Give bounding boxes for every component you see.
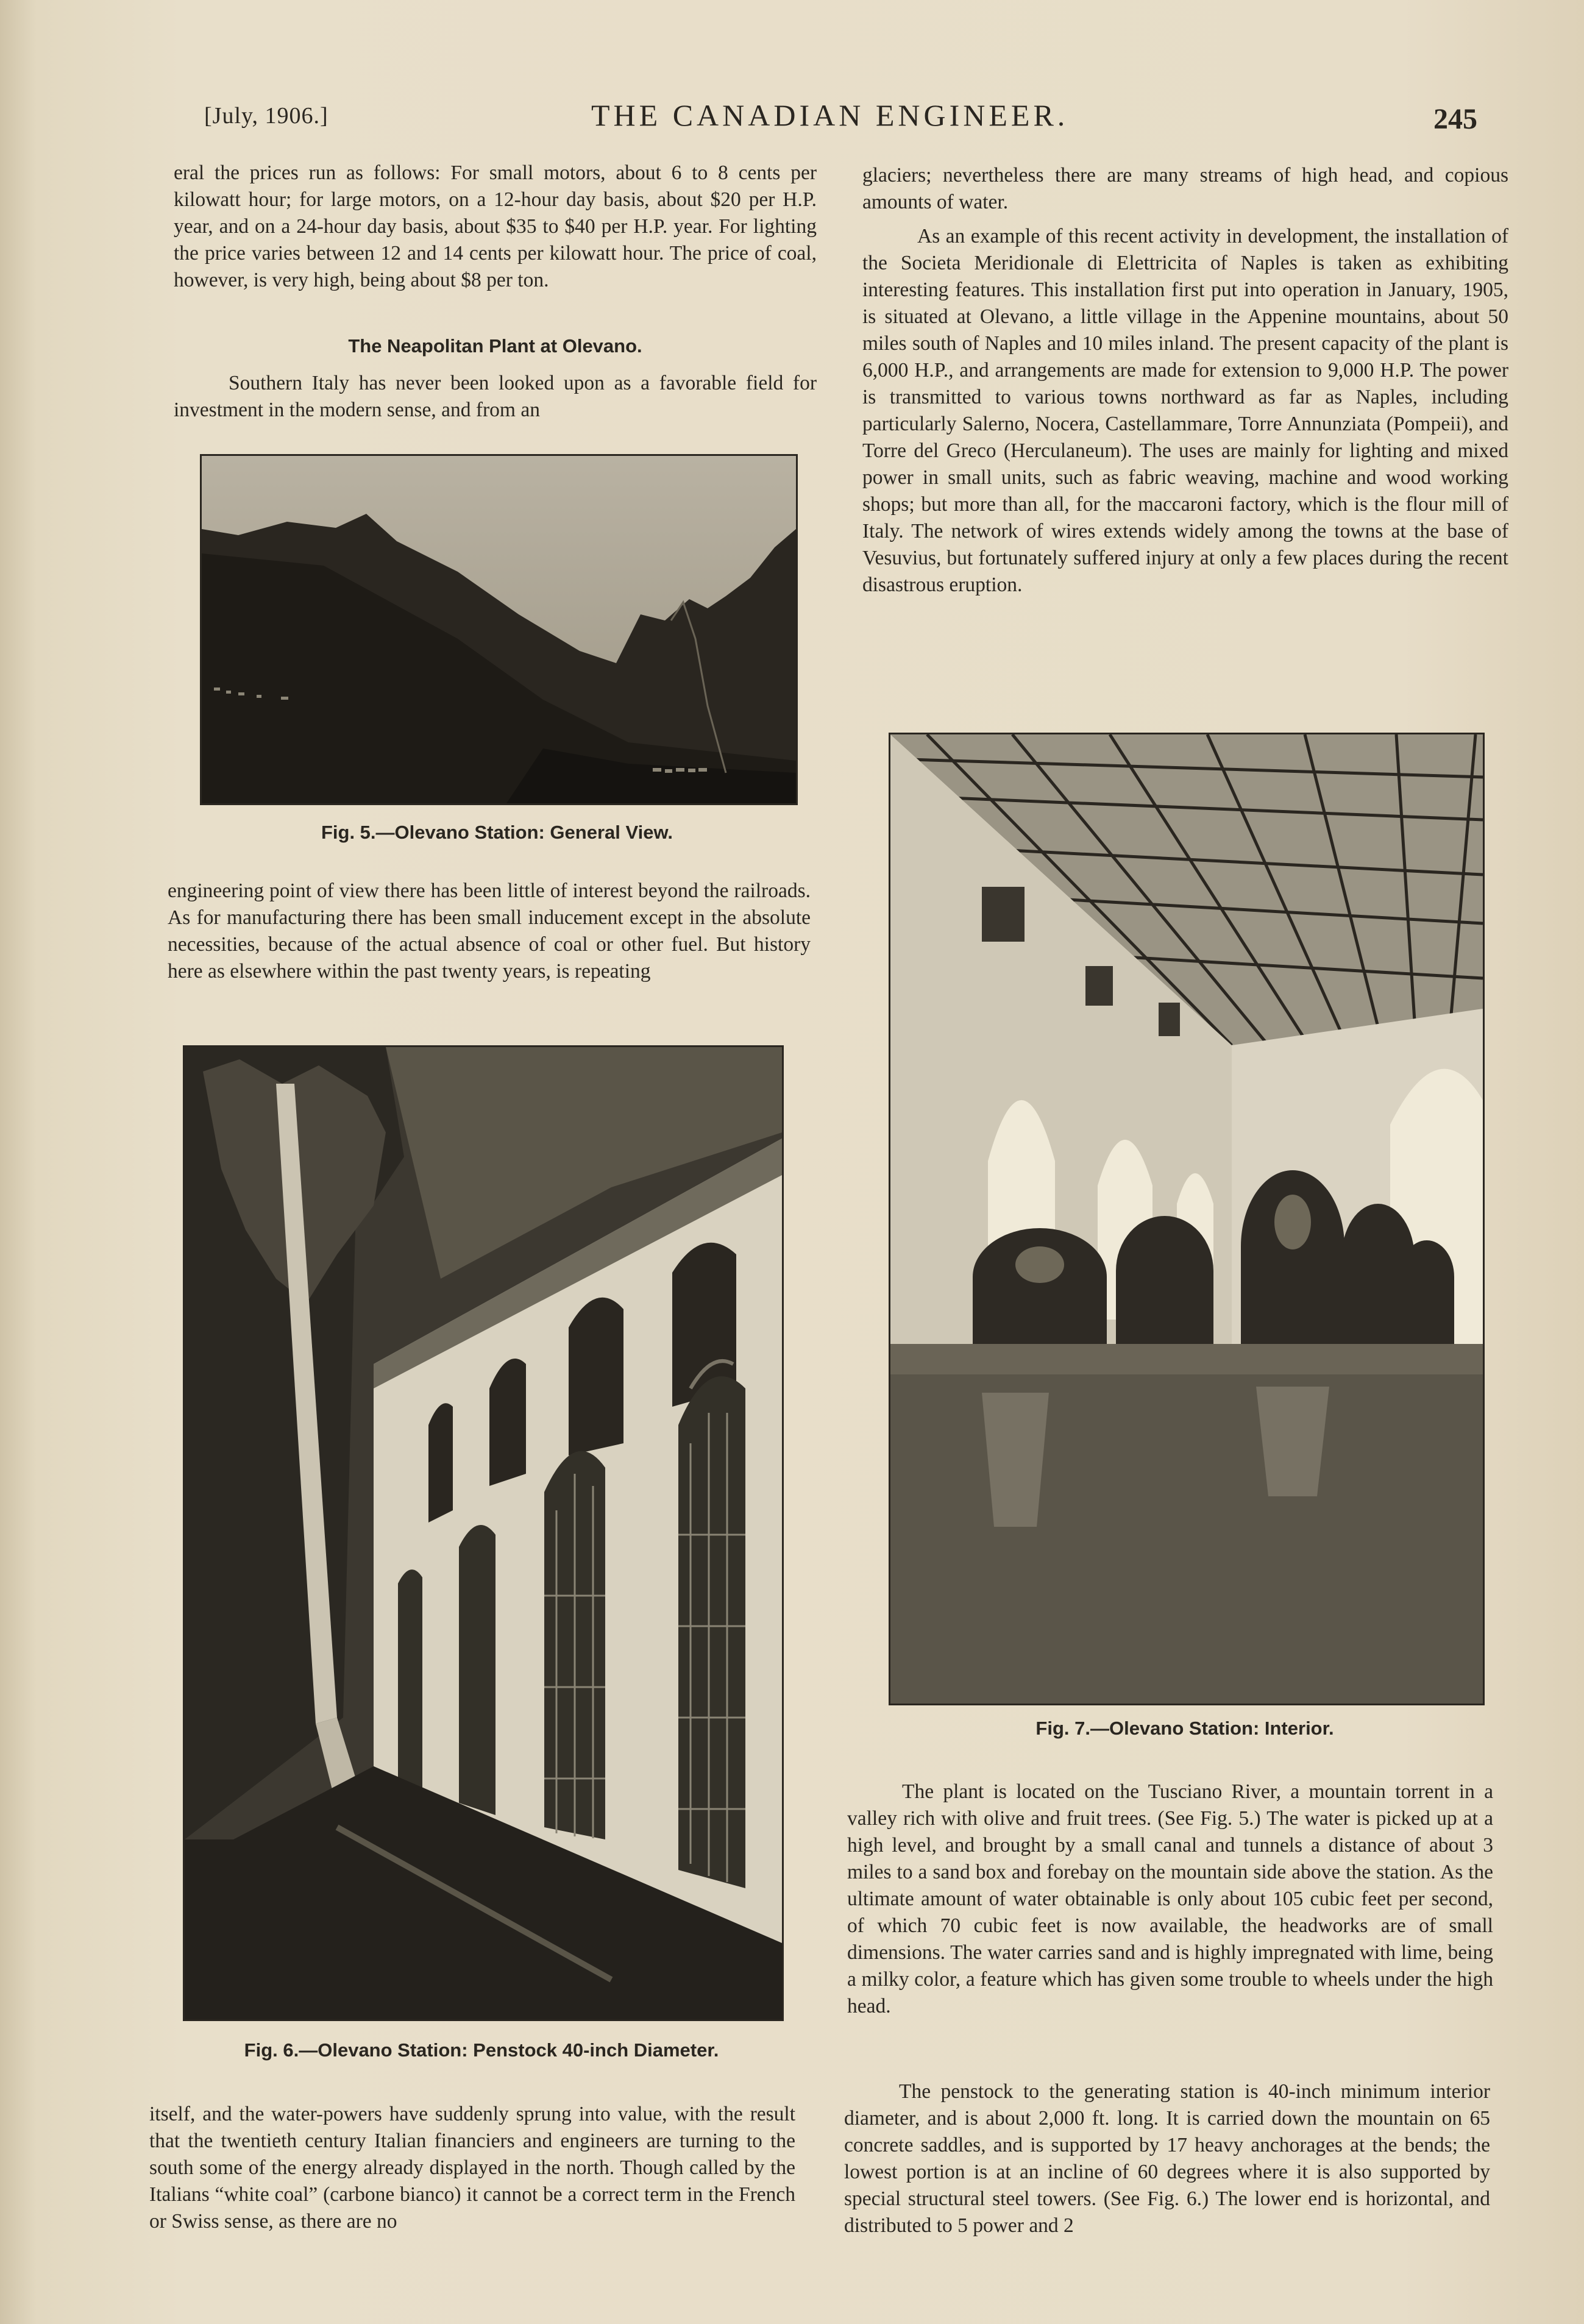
paragraph-text: The penstock to the generating station is 40-inch minimum interior diameter, and is about 2,000 ft. long. It is carried down the mountain on 65 concrete saddles, and is supported by 17 heavy anchorages at the bends; the lowest portion is at an incline of 60 degrees where it is also supported by special structural steel towers. (See Fig. 6.) The lower end is horizontal, and distributed to 5 power and 2 [844,2080,1490,2237]
right-paragraph-installation [862,223,1508,599]
figure-6-caption: Fig. 6.—Olevano Station: Penstock 40-inch Diameter. [244,2039,719,2061]
right-paragraph-glaciers [862,162,1508,216]
right-paragraph-plant-location [847,1779,1493,2020]
paragraph-text: eral the prices run as follows: For small motors, about 6 to 8 cents per kilowatt hour; for large motors, on a 12-hour day basis, about $20 per H.P. year, and on a 24-hour day basis, about $35 to $40 per H.P. year. For lighting the price varies between 12 and 14 cents per kilowatt hour. The price of coal, however, is very high, being about $8 per ton. [174,162,817,291]
paragraph-text: Southern Italy has never been looked upon as a favorable field for investment in the modern sense, and from an [174,372,817,421]
left-paragraph-engineering [168,878,811,985]
station-interior-photo [890,734,1483,1704]
paragraph-text: engineering point of view there has been little of interest beyond the railroads. As for manufacturing there has been small inducement except in the absolute necessities, because of the actual absence of coal or other fuel. But history here as elsewhere within the past twenty years, is repeating [168,879,811,983]
issue-date: [July, 1906.] [204,103,329,129]
figure-6-penstock [183,1045,784,2021]
page-number: 245 [1433,103,1477,135]
left-paragraph-white-coal [149,2101,795,2235]
paragraph-text: itself, and the water-powers have suddenly sprung into value, with the result that the twentieth century Italian financiers and engineers are turning to the south some of the energy already displayed in the north. Though called by the Italians “white coal” (carbone bianco) it cannot be a correct term in the French or Swiss sense, as there are no [149,2103,795,2233]
paragraph-text: glaciers; nevertheless there are many streams of high head, and copious amounts of water. [862,164,1508,213]
mountain-landscape-photo [202,456,796,803]
right-paragraph-penstock [844,2078,1490,2239]
penstock-photo [185,1047,782,2019]
figure-5-caption: Fig. 5.—Olevano Station: General View. [321,822,673,843]
journal-title: THE CANADIAN ENGINEER. [591,98,1069,132]
paragraph-text: As an example of this recent activity in development, the installation of the Societa Meridionale di Elettricita of Naples is taken as exhibiting interesting features. This installation first put into operation in January, 1905, is situated at Olevano, a little village in the Appenine mountains, about 50 miles south of Naples and 10 miles inland. The present capacity of the plant is 6,000 H.P., and arrangements are made for extension to 9,000 H.P. The power is transmitted to various towns northward as far as Naples, including particularly Salerno, Nocera, Castellammare, Torre Annunziata (Pompeii), and Torre del Greco (Herculaneum). The uses are mainly for lighting and mixed power in small units, such as fabric weaving, machine and wood working shops; but more than all, for the maccaroni factory, which is the flour mill of Italy. The network of wires extends widely among the towns at the base of Vesuvius, but fortunately suffered injury at only a few places during the recent disastrous eruption. [862,225,1508,596]
left-paragraph-southern-italy [174,370,817,424]
section-heading: The Neapolitan Plant at Olevano. [348,335,642,357]
paragraph-text: The plant is located on the Tusciano River, a mountain torrent in a valley rich with olive and fruit trees. (See Fig. 5.) The water is picked up at a high level, and brought by a small canal and tunnels a distance of about 3 miles to a sand box and forebay on the mountain side above the station. As the ultimate amount of water obtainable is only about 105 cubic feet per second, of which 70 cubic feet is now available, the headworks are of small dimensions. The water carries sand and is highly impregnated with lime, being a milky color, a feature which has given some trouble to wheels under the high head. [847,1780,1493,2017]
running-head [0,98,1584,146]
figure-5-general-view [200,454,798,805]
left-paragraph-prices [174,160,817,294]
figure-7-caption: Fig. 7.—Olevano Station: Interior. [1035,1718,1334,1739]
figure-7-interior [889,733,1485,1705]
